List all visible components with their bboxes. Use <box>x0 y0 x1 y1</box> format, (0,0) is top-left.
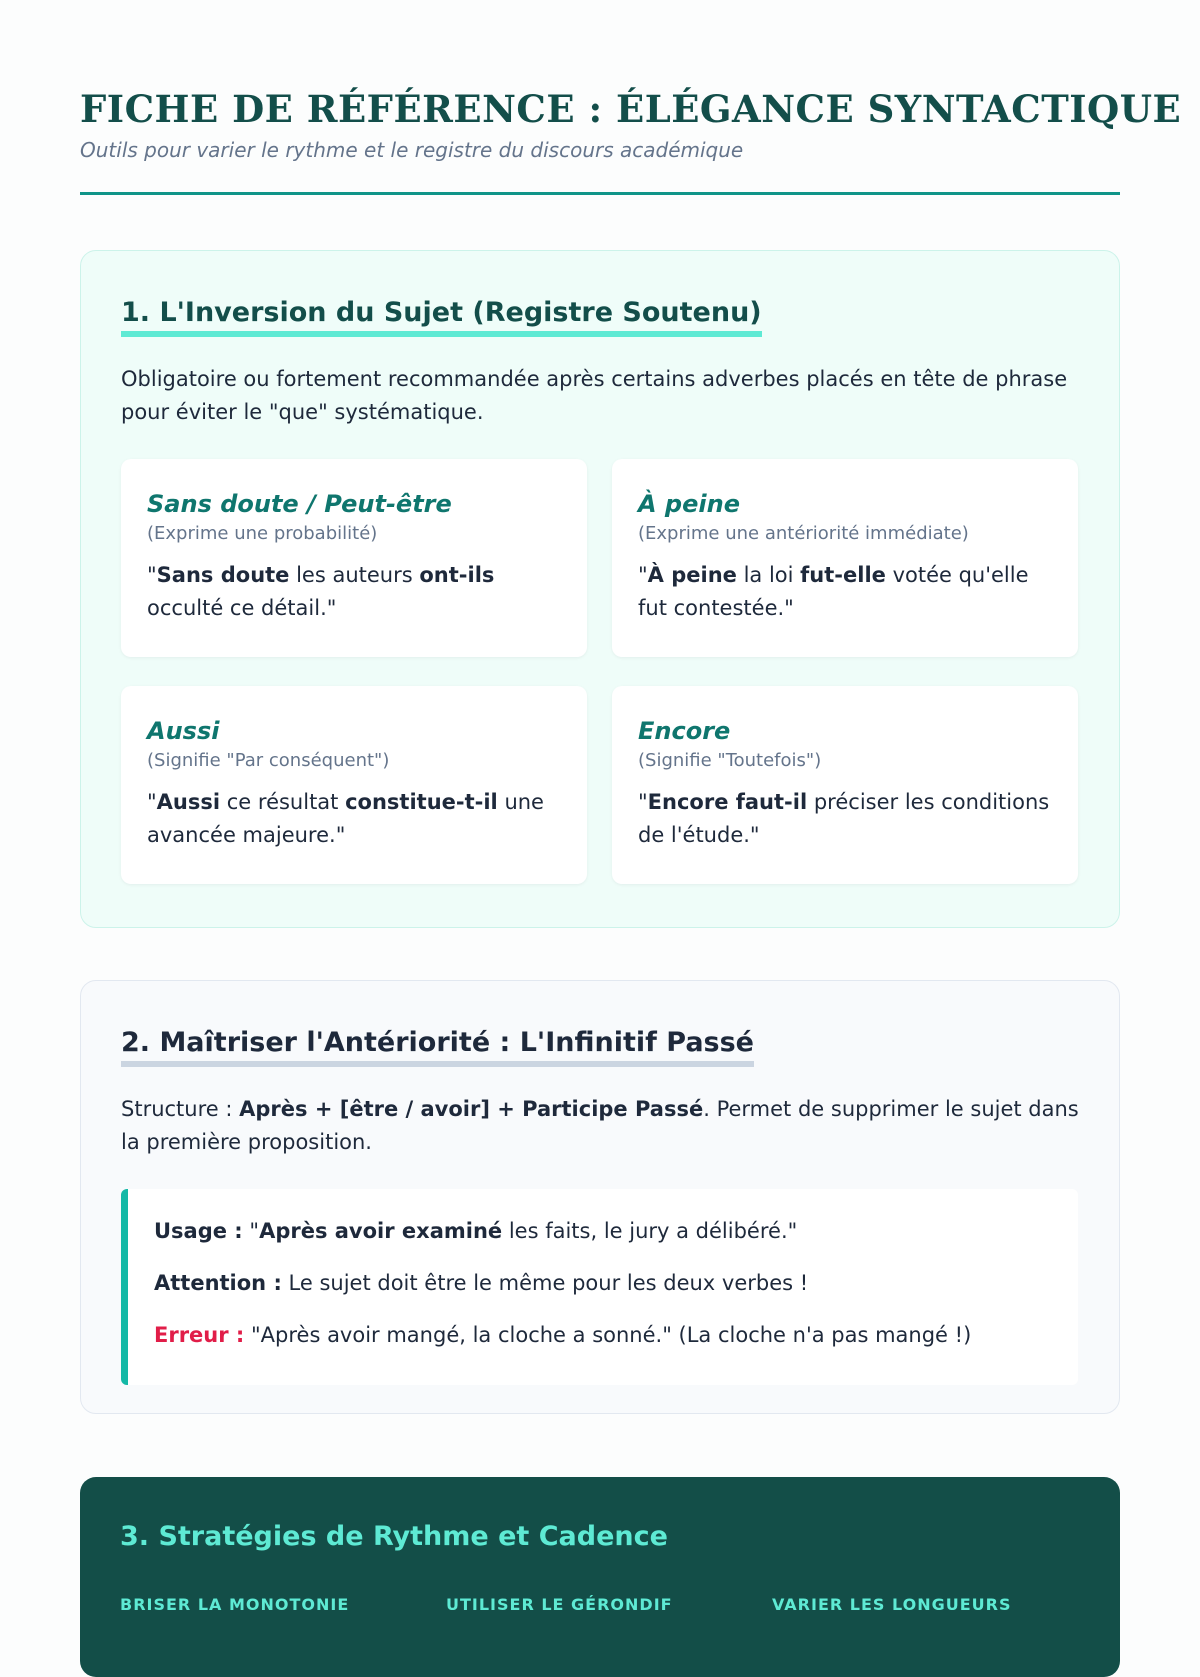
adverb-example <box>638 559 1052 625</box>
page-subtitle: Outils pour varier le rythme et le registre du discours académique <box>80 138 744 162</box>
example-emphasis: ont-ils <box>419 563 495 587</box>
usage-line <box>154 1215 1078 1248</box>
header-divider <box>80 192 1120 195</box>
section-rhythm-strategies <box>80 1477 1120 1677</box>
adverb-card <box>121 459 587 657</box>
example-text: " <box>147 790 157 814</box>
example-emphasis: Sans doute <box>156 563 290 587</box>
adverb-example <box>147 559 561 625</box>
section-intro: Obligatoire ou fortement recommandée après certains adverbes placés en tête de phrase pour éviter le "que" systématique. <box>121 367 1068 424</box>
section-intro <box>121 1093 1079 1159</box>
page-title: FICHE DE RÉFÉRENCE : ÉLÉGANCE SYNTACTIQUE <box>80 87 1182 131</box>
adverb-meaning: (Signifie "Par conséquent") <box>147 750 390 771</box>
section-title: 1. L'Inversion du Sujet (Registre Soutenu) <box>121 295 762 337</box>
example-text: " <box>638 563 648 587</box>
error-text: "Après avoir mangé, la cloche a sonné." (La cloche n'a pas mangé !) <box>244 1323 972 1347</box>
section-title: 2. Maîtriser l'Antériorité : L'Infinitif Passé <box>121 1025 754 1067</box>
reference-sheet <box>80 0 1182 1614</box>
example-emphasis: constitue-t-il <box>345 790 498 814</box>
usage-quote-open: " <box>242 1219 260 1243</box>
example-text: " <box>147 563 157 587</box>
error-line <box>154 1319 1078 1352</box>
usage-rest: les faits, le jury a délibéré." <box>502 1219 798 1243</box>
adverb-example <box>638 786 1052 852</box>
intro-prefix: Structure : <box>121 1097 240 1121</box>
example-emphasis: Encore faut-il <box>647 790 808 814</box>
adverb-term: Encore <box>638 717 731 745</box>
page-header <box>80 0 1182 195</box>
adverb-example <box>147 786 561 852</box>
attention-line <box>154 1267 1078 1300</box>
example-emphasis: fut-elle <box>800 563 886 587</box>
example-text: ce résultat <box>220 790 346 814</box>
adverb-term: À peine <box>638 490 740 518</box>
attention-label: Attention : <box>154 1271 282 1295</box>
adverb-term: Sans doute / Peut-être <box>147 490 452 518</box>
intro-structure: Après + [être / avoir] + Participe Passé <box>239 1097 704 1121</box>
usage-bold: Après avoir examiné <box>259 1219 503 1243</box>
example-emphasis: Aussi <box>156 790 221 814</box>
example-text: votée qu'elle fut contestée." <box>638 563 1029 620</box>
adverb-meaning: (Exprime une antériorité immédiate) <box>638 523 969 544</box>
intro-suffix: . Permet de supprimer le sujet dans la première proposition. <box>121 1097 1079 1154</box>
adverb-meaning: (Exprime une probabilité) <box>147 523 378 544</box>
adverb-card <box>121 686 587 884</box>
section-title: 3. Stratégies de Rythme et Cadence <box>120 1521 668 1552</box>
adverb-card <box>612 686 1078 884</box>
example-text: préciser les conditions de l'étude." <box>638 790 1050 847</box>
adverb-card <box>612 459 1078 657</box>
example-text: les auteurs <box>289 563 420 587</box>
example-text: une avancée majeure." <box>147 790 544 847</box>
usage-callout <box>121 1189 1078 1385</box>
example-text: la loi <box>736 563 801 587</box>
example-text: " <box>638 790 648 814</box>
section-subject-inversion <box>80 250 1120 928</box>
adverb-term: Aussi <box>147 717 220 745</box>
strategy-heading: BRISER LA MONOTONIE <box>120 1595 350 1614</box>
strategy-heading: VARIER LES LONGUEURS <box>772 1595 1012 1614</box>
error-label: Erreur : <box>154 1323 245 1347</box>
adverb-meaning: (Signifie "Toutefois") <box>638 750 822 771</box>
strategy-heading: UTILISER LE GÉRONDIF <box>446 1595 673 1614</box>
example-emphasis: À peine <box>647 563 737 587</box>
usage-label: Usage : <box>154 1219 243 1243</box>
example-text: occulté ce détail." <box>147 596 337 620</box>
attention-text: Le sujet doit être le même pour les deux verbes ! <box>281 1271 809 1295</box>
section-past-infinitive <box>80 980 1120 1414</box>
